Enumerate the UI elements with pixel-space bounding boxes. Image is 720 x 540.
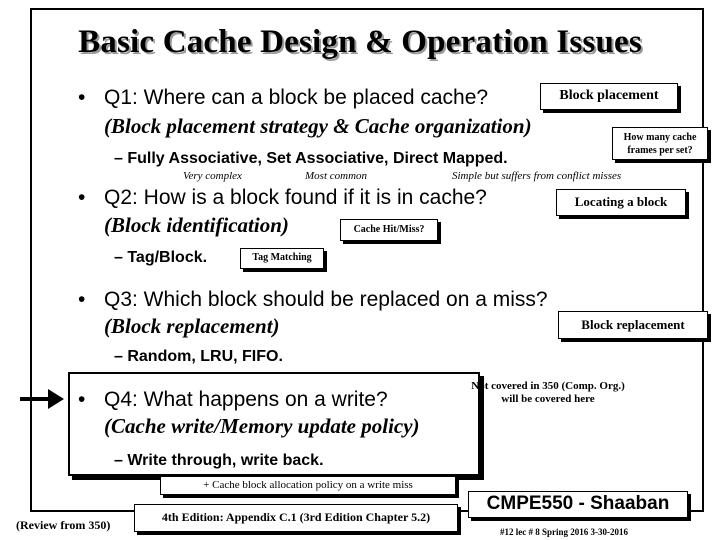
- q3-line: [78, 288, 548, 312]
- q1-dash: – Fully Associative, Set Associative, Direct Mapped.: [114, 150, 508, 167]
- q4-subtitle: (Cache write/Memory update policy): [104, 414, 420, 438]
- review-note: (Review from 350): [16, 518, 111, 532]
- q4-bullet: •: [78, 388, 86, 411]
- q4-text: Q4: What happens on a write?: [104, 388, 388, 411]
- note-conflict-misses: Simple but suffers from conflict misses: [452, 170, 622, 182]
- edition-box: 4th Edition: Appendix C.1 (3rd Edition Chapter 5.2): [134, 504, 458, 532]
- q1-bullet: •: [78, 86, 86, 109]
- q2-dash: – Tag/Block.: [114, 249, 208, 266]
- locating-block-box: Locating a block: [556, 189, 686, 216]
- tag-matching-box: Tag Matching: [240, 248, 324, 269]
- not-covered-note: Not covered in 350 (Comp. Org.) will be covered here: [471, 380, 625, 405]
- q1-text: Q1: Where can a block be placed cache?: [104, 86, 489, 109]
- q2-line: [78, 186, 487, 210]
- q2-subtitle: (Block identification): [104, 213, 289, 237]
- q4-dash: – Write through, write back.: [114, 452, 324, 469]
- q1-line: [78, 86, 488, 110]
- lecture-info: #12 lec # 8 Spring 2016 3-30-2016: [500, 527, 628, 537]
- q3-text: Q3: Which block should be replaced on a miss?: [104, 288, 548, 311]
- frames-per-set-box: How many cache frames per set?: [612, 127, 708, 160]
- q1-subtitle: (Block placement strategy & Cache organization): [104, 114, 532, 138]
- q3-subtitle: (Block replacement): [104, 314, 280, 338]
- cache-hit-miss-box: Cache Hit/Miss?: [340, 219, 438, 241]
- slide-title: Basic Cache Design & Operation Issues: [78, 24, 642, 60]
- q2-text: Q2: How is a block found if it is in cache?: [104, 186, 487, 209]
- q3-bullet: •: [78, 288, 86, 311]
- course-badge: CMPE550 - Shaaban: [468, 491, 688, 518]
- arrow-right-icon: [48, 389, 64, 409]
- block-replacement-box: Block replacement: [558, 311, 708, 339]
- arrow-shaft: [20, 397, 50, 401]
- note-very-complex: Very complex: [183, 170, 242, 182]
- q2-bullet: •: [78, 186, 86, 209]
- q3-dash: – Random, LRU, FIFO.: [114, 348, 283, 365]
- q4-line: [78, 388, 388, 412]
- allocation-policy-box: + Cache block allocation policy on a write miss: [160, 476, 456, 495]
- note-most-common: Most common: [305, 170, 368, 182]
- block-placement-box: Block placement: [540, 83, 678, 110]
